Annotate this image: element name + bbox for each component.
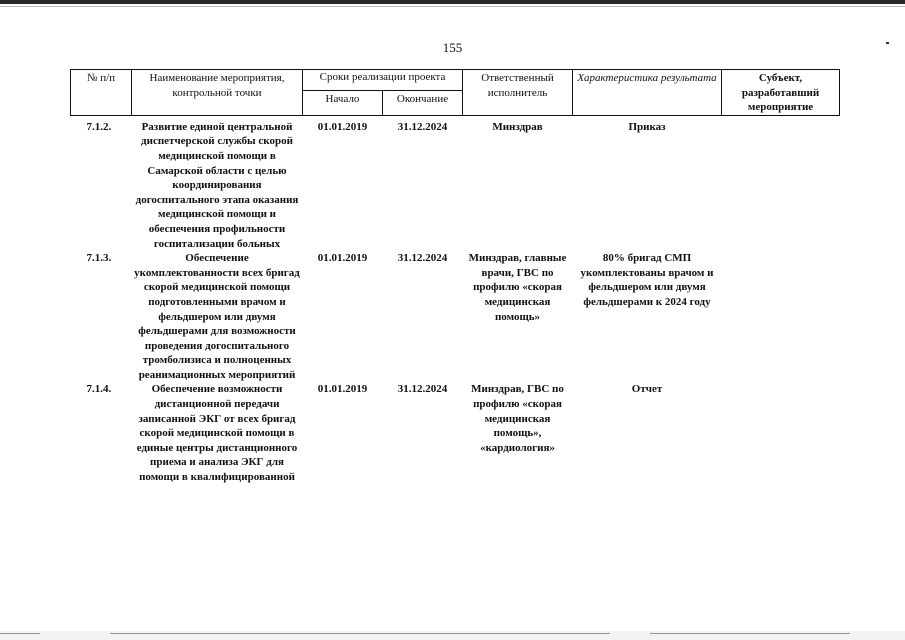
- row-start: 01.01.2019: [317, 252, 368, 265]
- scan-bottom-mark: [650, 633, 850, 634]
- header-num: № п/п: [71, 70, 132, 116]
- header-name: Наименование мероприятия, контрольной точки: [132, 70, 303, 116]
- row-num: 7.1.4.: [86, 383, 112, 396]
- table-row: [71, 115, 840, 251]
- row-start: 01.01.2019: [317, 383, 368, 396]
- header-end: Окончание: [383, 90, 463, 115]
- row-result: Отчет: [631, 383, 663, 396]
- row-result: Приказ: [628, 120, 666, 133]
- scan-edge-top: [0, 0, 905, 4]
- scan-bottom-mark: [0, 633, 40, 634]
- row-responsible: Минздрав, главные врачи, ГВС по профилю «скорая медицинская помощь»: [468, 252, 567, 323]
- table-header-row: [71, 70, 840, 91]
- row-responsible: Минздрав, ГВС по профилю «скорая медицинская помощь», «кардиология»: [471, 383, 564, 454]
- row-name: Обеспечение укомплектованности всех бригад скорой медицинской помощи подготовленными врачом и фельдшером или двумя фельдшерами для возможности проведения догоспитального тромболизиса и полноценных реанимационных мероприятий: [134, 252, 300, 381]
- scan-bottom-mark: [110, 633, 610, 634]
- row-end: 31.12.2024: [397, 252, 448, 265]
- header-start: Начало: [303, 90, 383, 115]
- header-result: Характеристика результата: [573, 70, 722, 116]
- row-subject: [722, 251, 840, 382]
- row-name: Обеспечение возможности дистанционной передачи записанной ЭКГ от всех бригад скорой медицинской помощи в единые центры дистанционного приема и анализа ЭКГ для помощи в квалифицированной: [136, 383, 298, 484]
- table-row: [71, 382, 840, 484]
- row-responsible: Минздрав: [492, 120, 543, 133]
- row-end: 31.12.2024: [397, 383, 448, 396]
- page-number: 155: [442, 40, 463, 55]
- scan-edge-top-shadow: [0, 6, 905, 7]
- header-period: Сроки реализации проекта: [303, 70, 463, 91]
- row-num: 7.1.3.: [86, 252, 112, 265]
- row-subject: [722, 382, 840, 484]
- row-subject: [722, 115, 840, 251]
- row-name: Развитие единой центральной диспетчерской службы скорой медицинской помощи в Самарской области с целью координирования догоспитального этапа оказания медицинской помощи и обеспечения профильности госпитализации больных: [135, 120, 299, 250]
- table-row: [71, 251, 840, 382]
- row-num: 7.1.2.: [86, 120, 112, 133]
- row-end: 31.12.2024: [397, 120, 448, 133]
- row-start: 01.01.2019: [317, 120, 368, 133]
- events-table: [70, 69, 840, 485]
- header-subject: Субъект, разработавший мероприятие: [722, 70, 840, 116]
- row-result: 80% бригад СМП укомплектованы врачом и фельдшером или двумя фельдшерами к 2024 году: [580, 252, 714, 308]
- header-responsible: Ответственный исполнитель: [463, 70, 573, 116]
